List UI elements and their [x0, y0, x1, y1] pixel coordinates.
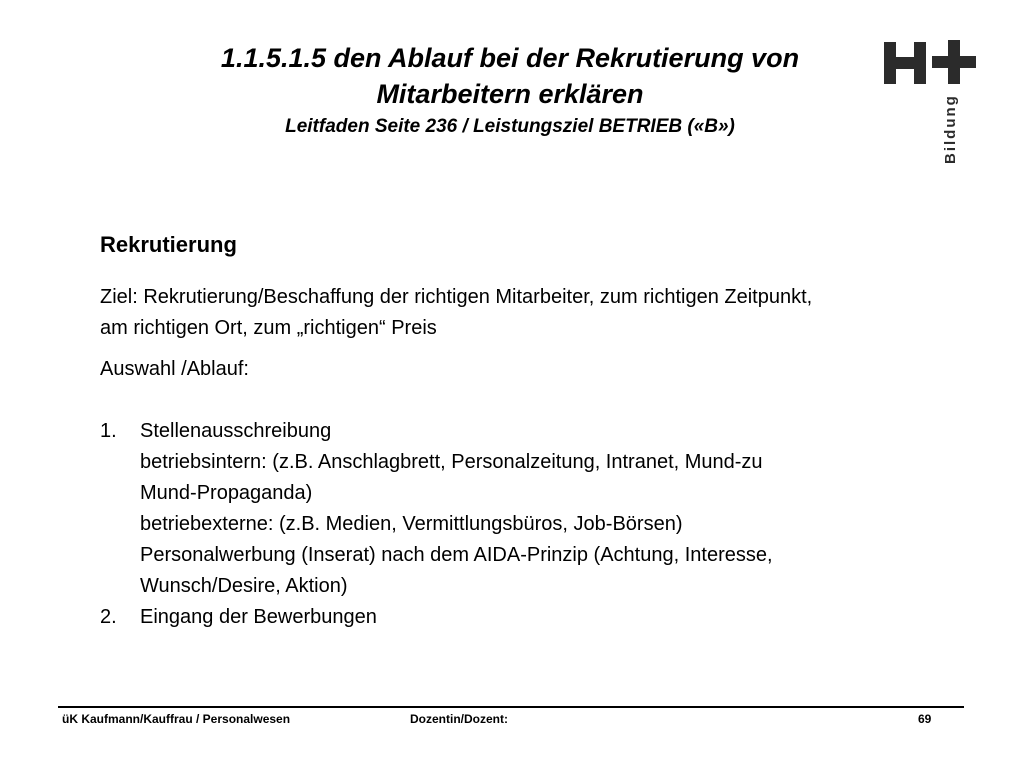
h-plus-bildung-logo: [884, 38, 979, 168]
page-number: 69: [918, 712, 932, 726]
section-heading: Rekrutierung: [100, 232, 237, 257]
step-number: 1.: [100, 420, 117, 442]
step-number: 2.: [100, 606, 117, 628]
slide-subtitle: Leitfaden Seite 236 / Leistungsziel BETRIEB («B»): [285, 116, 735, 137]
list-item: [100, 602, 980, 633]
title-line-2: Mitarbeitern erklären: [376, 79, 644, 109]
step-line: betriebexterne: (z.B. Medien, Vermittlungsbüros, Job-Börsen): [140, 513, 683, 535]
step-line: betriebsintern: (z.B. Anschlagbrett, Personalzeitung, Intranet, Mund-zu: [140, 451, 763, 473]
footer-lecturer: Dozentin/Dozent:: [410, 712, 508, 726]
step-line: Eingang der Bewerbungen: [140, 606, 377, 628]
logo-text: Bildung: [942, 94, 959, 164]
slide-title: [150, 40, 870, 142]
goal-line-2: am richtigen Ort, zum „richtigen“ Preis: [100, 317, 437, 339]
footer-divider: [58, 706, 964, 708]
step-line: Personalwerbung (Inserat) nach dem AIDA-Prinzip (Achtung, Interesse,: [140, 544, 773, 566]
list-item: [100, 416, 980, 602]
step-line: Stellenausschreibung: [140, 420, 332, 442]
goal-text: [100, 282, 980, 344]
step-line: Wunsch/Desire, Aktion): [140, 575, 348, 597]
selection-label: Auswahl /Ablauf:: [100, 358, 249, 380]
title-line-1: 1.1.5.1.5 den Ablauf bei der Rekrutierung von: [220, 43, 800, 73]
process-steps-list: [100, 416, 980, 633]
footer-course: üK Kaufmann/Kauffrau / Personalwesen: [62, 712, 291, 726]
step-line: Mund-Propaganda): [140, 482, 313, 504]
slide-content: [100, 228, 980, 633]
h-plus-logo-icon: [884, 38, 979, 88]
goal-line-1: Ziel: Rekrutierung/Beschaffung der richtigen Mitarbeiter, zum richtigen Zeitpunkt,: [100, 286, 813, 308]
